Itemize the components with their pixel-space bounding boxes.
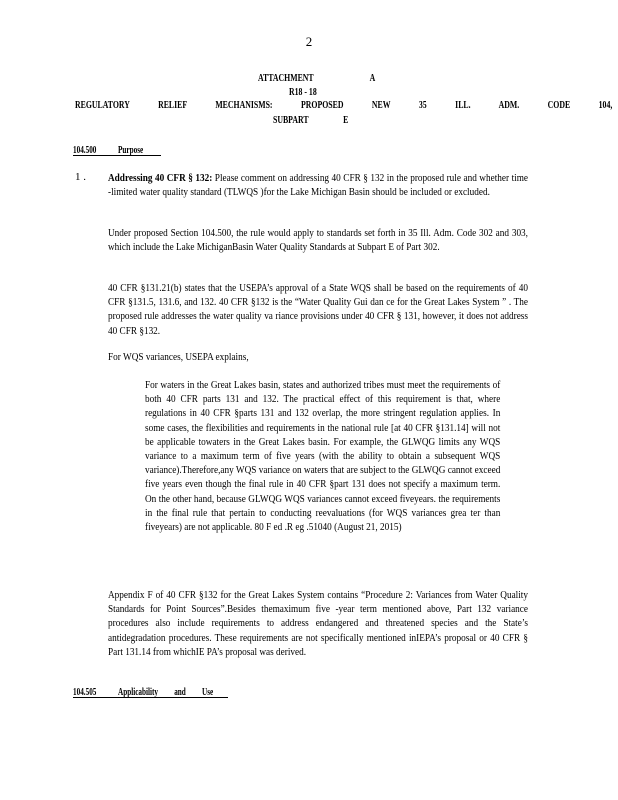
paragraph-variances-intro: For WQS variances, USEPA explains, bbox=[108, 351, 249, 363]
section-104-500-title: Purpose bbox=[118, 145, 144, 156]
paragraph-approval: 40 CFR §131.21(b) states that the USEPA’s approval of a State WQS shall be based on the requirements of 40 CFR §131.5, 131.6, and 132. 40 CFR §132 is the “Water Quality Gui dan ce for the Great Lakes System ” . The proposed rule addresses the water quality va riance provisions under 40 CFR § 131, however, it does not address 40 CFR §132. bbox=[108, 282, 528, 337]
attachment-heading: ATTACHMENT A bbox=[258, 73, 376, 84]
paragraph-appendix: Appendix F of 40 CFR §132 for the Great Lakes System contains “Procedure 2: Variances from Water Quality Standards for Point Sources”.Besides themaximum five -year term mentioned above, Part 132 variance procedures also include requirements to address endangered and threatened species and the State’s antidegradation procedures. These requirements are not specifically mentioned inIEPA’s proposal or 40 CFR § Part 131.14 from whichIE PA’s proposal was derived. bbox=[108, 589, 528, 658]
header-subpart-line: SUBPART E bbox=[273, 115, 349, 126]
rule-number: R18 - 18 bbox=[289, 87, 317, 98]
paragraph-addressing bbox=[108, 171, 528, 199]
section-104-505-number: 104.505 bbox=[73, 687, 97, 698]
block-quote: For waters in the Great Lakes basin, states and authorized tribes must meet the requirements of both 40 CFR parts 131 and 132. The practical effect of this requirement is that, where regulations in 40 CFR §parts 131 and 132 overlap, the more stringent regulation applies. In some cases, the flexibilities and requirements in the national rule [at 40 CFR §131.14] will not be applicable towaters in the Great Lakes basin. For example, the GLWQG limits any WQS variance to a maximum term of five years (with the ability to obtain a subsequent WQS variance).Therefore,any WQS variance on waters that are subject to the GLWQG cannot exceed five years even though the final rule in 40 CFR §part 131 does not specify a maximum term. On the other hand, because GLWQG WQS variances cannot exceed fiveyears. the requirements in the final rule that pertain to conducting reevaluations (for WQS variances grea ter than fiveyears) are not applicable. 80 F ed .R eg .51040 (August 21, 2015) bbox=[145, 379, 501, 534]
section-underline bbox=[73, 697, 228, 698]
item-number: 1 . bbox=[75, 171, 86, 183]
section-underline bbox=[73, 155, 161, 156]
page-number: 2 bbox=[305, 34, 313, 49]
paragraph-lead: Addressing 40 CFR § 132: bbox=[108, 172, 213, 184]
section-104-500-number: 104.500 bbox=[73, 145, 97, 156]
header-title-line: REGULATORY RELIEF MECHANISMS: PROPOSED NEW 35 ILL. ADM. CODE 104, bbox=[75, 100, 613, 111]
paragraph-applicability: Under proposed Section 104.500, the rule would apply to standards set forth in 35 Ill. Adm. Code 302 and 303, which include the Lake MichiganBasin Water Quality Standards at Subpart E of Part 302. bbox=[108, 227, 528, 254]
paragraph-body: Please comment on addressing 40 CFR § 132 in the proposed rule and whether time -limited water quality standard (TLWQS )for the Lake Michigan Basin should be included or excluded. bbox=[108, 172, 528, 199]
section-104-505-title: Applicability and Use bbox=[118, 687, 214, 698]
